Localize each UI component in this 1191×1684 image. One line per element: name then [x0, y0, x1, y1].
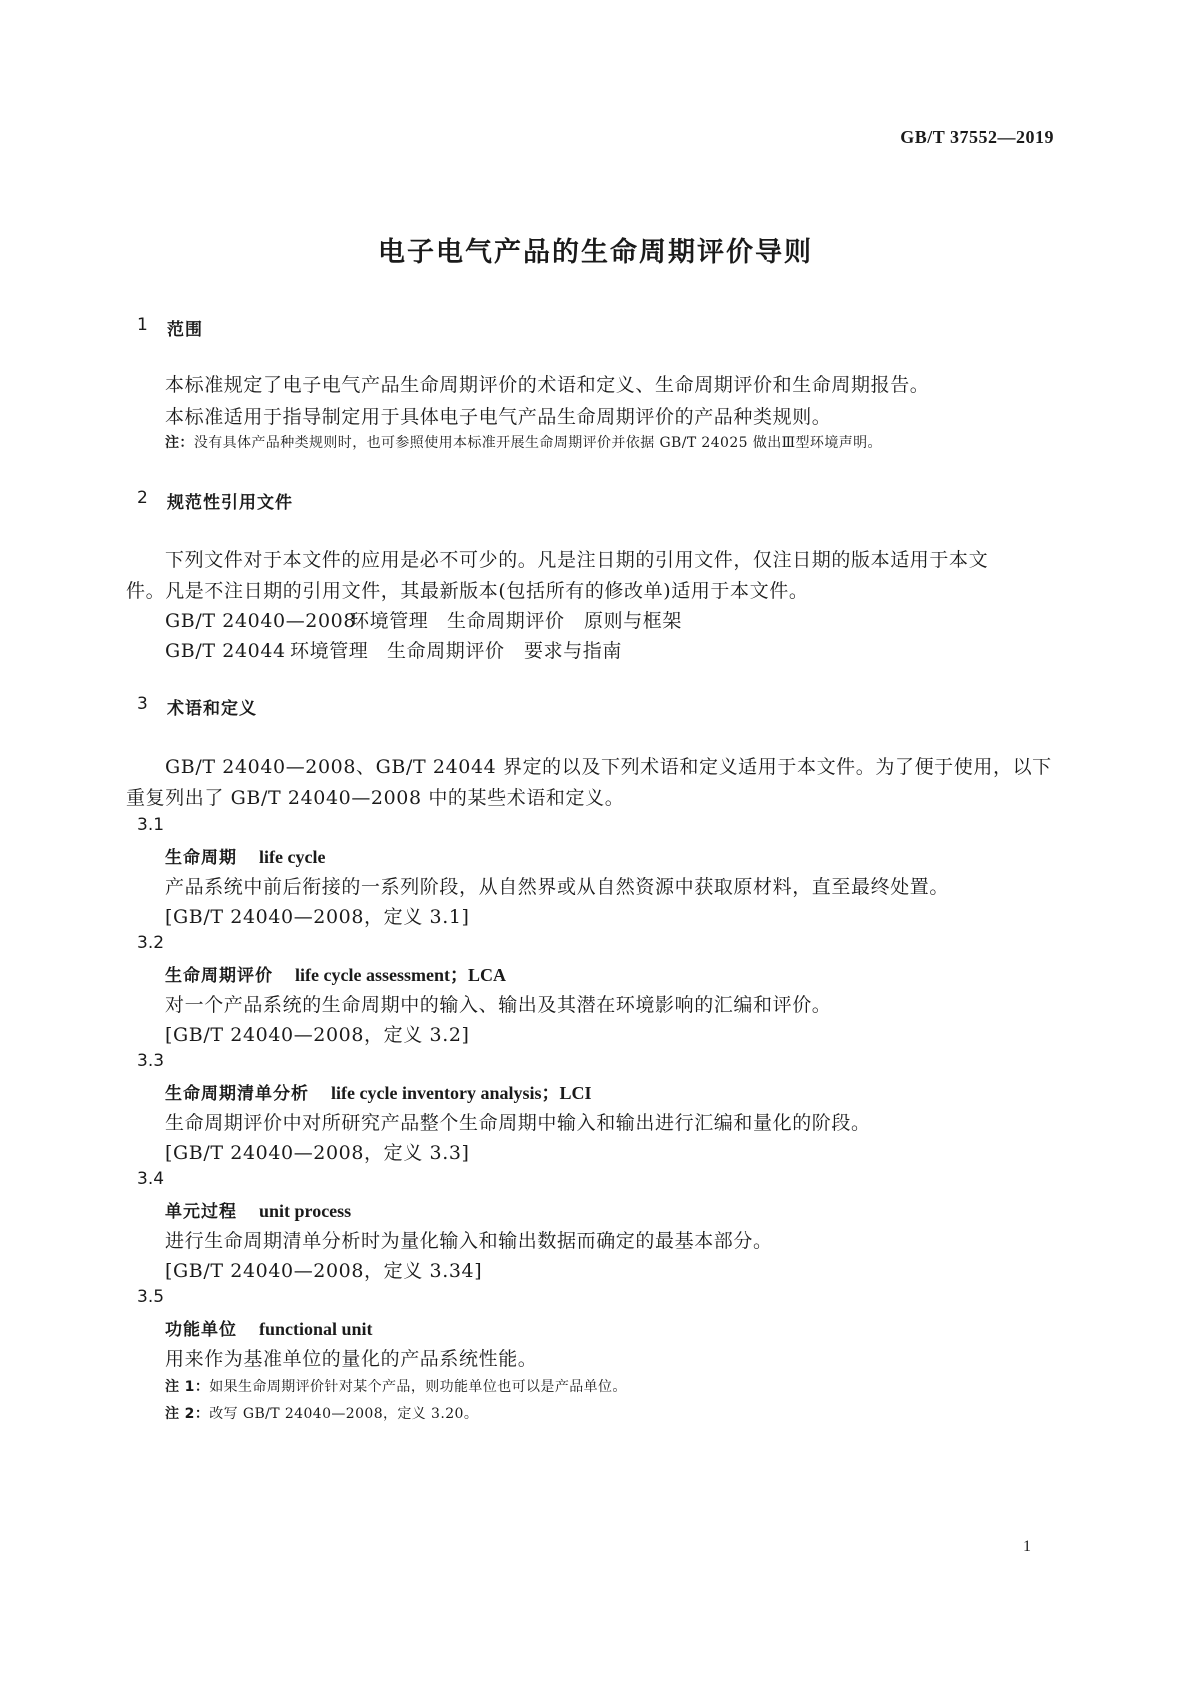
section-2-paragraph-line-2: 件。凡是不注日期的引用文件，其最新版本(包括所有的修改单)适用于本文件。 [126, 580, 809, 602]
term-heading [165, 961, 506, 987]
normative-reference-2 [165, 636, 622, 663]
document-title: 电子电气产品的生命周期评价导则 [378, 237, 813, 268]
term-source: [GB/T 24040—2008，定义 3.1] [165, 906, 470, 928]
term-note-2 [165, 1403, 478, 1423]
term-heading [165, 1079, 591, 1105]
section-3-paragraph-line-1: GB/T 24040—2008、GB/T 24044 界定的以及下列术语和定义适用于本文件。为了便于使用，以下 [165, 756, 1052, 778]
term-source: [GB/T 24040—2008，定义 3.2] [165, 1024, 470, 1046]
normative-reference-1 [165, 606, 682, 633]
term-chinese: 功能单位 [165, 1320, 237, 1340]
reference-part-b: 生命周期评价 [447, 610, 565, 632]
term-english: life cycle assessment；LCA [295, 965, 506, 985]
reference-part-b: 生命周期评价 [387, 640, 505, 662]
section-1-paragraph-1: 本标准规定了电子电气产品生命周期评价的术语和定义、生命周期评价和生命周期报告。 [165, 374, 930, 396]
term-chinese: 生命周期清单分析 [165, 1084, 309, 1104]
term-chinese: 生命周期评价 [165, 966, 273, 986]
reference-part-c: 要求与指南 [524, 640, 623, 662]
reference-code: GB/T 24040—2008 [165, 610, 357, 632]
reference-part-a: 环境管理 [350, 610, 429, 632]
term-chinese: 单元过程 [165, 1202, 237, 1222]
term-definition: 产品系统中前后衔接的一系列阶段，从自然界或从自然资源中获取原材料，直至最终处置。 [165, 876, 950, 898]
document-number: GB/T 37552—2019 [900, 127, 1054, 147]
term-definition: 生命周期评价中对所研究产品整个生命周期中输入和输出进行汇编和量化的阶段。 [165, 1112, 871, 1134]
term-english: life cycle [259, 847, 326, 867]
section-1-title: 范围 [167, 320, 203, 340]
term-heading [165, 843, 325, 868]
section-1-number: 1 [137, 315, 148, 335]
term-number: 3.3 [137, 1051, 165, 1071]
section-2-number: 2 [137, 488, 148, 508]
section-3-title: 术语和定义 [167, 699, 257, 719]
term-number: 3.4 [137, 1169, 165, 1189]
term-definition: 对一个产品系统的生命周期中的输入、输出及其潜在环境影响的汇编和评价。 [165, 994, 832, 1016]
page-number: 1 [1023, 1538, 1031, 1555]
term-number: 3.1 [137, 815, 165, 835]
section-1-note [165, 432, 882, 452]
note-text: 改写 GB/T 24040—2008，定义 3.20。 [209, 1406, 479, 1422]
note-text: 没有具体产品种类规则时，也可参照使用本标准开展生命周期评价并依据 GB/T 24025 做出Ⅲ型环境声明。 [193, 435, 882, 451]
reference-part-c: 原则与框架 [584, 610, 683, 632]
reference-code: GB/T 24044 [165, 640, 286, 662]
term-definition: 用来作为基准单位的量化的产品系统性能。 [165, 1348, 538, 1370]
section-2-title: 规范性引用文件 [167, 493, 293, 513]
term-chinese: 生命周期 [165, 848, 237, 868]
section-1-paragraph-2: 本标准适用于指导制定用于具体电子电气产品生命周期评价的产品种类规则。 [165, 406, 832, 428]
term-source: [GB/T 24040—2008，定义 3.3] [165, 1142, 470, 1164]
note-text: 如果生命周期评价针对某个产品，则功能单位也可以是产品单位。 [209, 1379, 627, 1395]
term-number: 3.2 [137, 933, 165, 953]
term-source: [GB/T 24040—2008，定义 3.34] [165, 1260, 483, 1282]
term-definition: 进行生命周期清单分析时为量化输入和输出数据而确定的最基本部分。 [165, 1230, 773, 1252]
term-english: life cycle inventory analysis；LCI [331, 1083, 592, 1103]
term-note-1 [165, 1376, 627, 1396]
reference-part-a: 环境管理 [290, 640, 369, 662]
term-number: 3.5 [137, 1287, 165, 1307]
term-english: unit process [259, 1201, 352, 1221]
section-2-paragraph-line-1: 下列文件对于本文件的应用是必不可少的。凡是注日期的引用文件，仅注日期的版本适用于本文 [165, 549, 989, 571]
note-label: 注： [165, 435, 194, 451]
term-heading [165, 1315, 373, 1340]
note-label: 注 2： [165, 1406, 210, 1422]
section-3-paragraph-line-2: 重复列出了 GB/T 24040—2008 中的某些术语和定义。 [126, 787, 625, 809]
term-heading [165, 1197, 351, 1222]
term-english: functional unit [259, 1319, 373, 1339]
section-3-number: 3 [137, 694, 148, 714]
note-label: 注 1： [165, 1379, 210, 1395]
